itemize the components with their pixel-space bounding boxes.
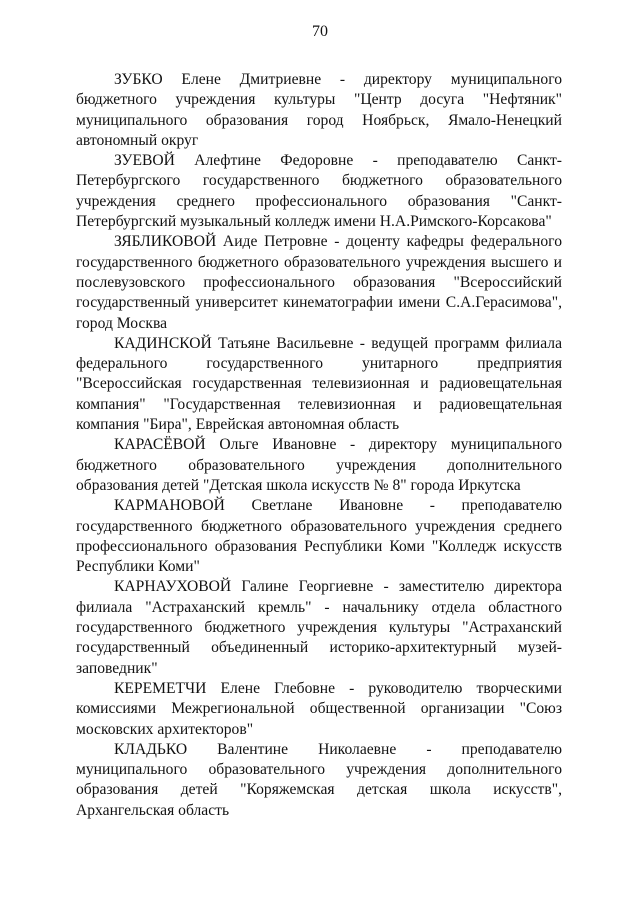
award-list [76, 70, 562, 821]
list-item: КАРНАУХОВОЙ Галине Георгиевне - заместителю директора филиала "Астраханский кремль" - начальнику отдела областного государственного бюджетного учреждения культуры "Астраханский государственный объединенный историко-архитектурный музей-заповедник" [76, 578, 562, 677]
page-number: 70 [312, 23, 328, 40]
list-item: КАДИНСКОЙ Татьяне Васильевне - ведущей программ филиала федерального государственного унитарного предприятия "Всероссийская государственная телевизионная и радиовещательная компания" "Государственная телевизионная и радиовещательная компания "Бира", Еврейская автономная область [76, 334, 562, 434]
list-item: ЗУЕВОЙ Алефтине Федоровне - преподавателю Санкт-Петербургского государственного бюджетного образовательного учреждения среднего профессионального образования "Санкт-Петербургский музыкальный колледж имени Н.А.Римского-Корсакова" [76, 152, 562, 231]
list-item: ЗУБКО Елене Дмитриевне - директору муниципального бюджетного учреждения культуры "Центр досуга "Нефтяник" муниципального образования город Ноябрьск, Ямало-Ненецкий автономный округ [76, 71, 562, 149]
list-item: КЕРЕМЕТЧИ Елене Глебовне - руководителю творческими комиссиями Межрегиональной общественной организации "Союз московских архитекторов" [76, 679, 562, 738]
list-item: КЛАДЬКО Валентине Николаевне - преподавателю муниципального образовательного учреждения дополнительного образования детей "Коряжемская детская школа искусств", Архангельская область [76, 740, 562, 819]
list-item: КАРАСЁВОЙ Ольге Ивановне - директору муниципального бюджетного образовательного учреждения дополнительного образования детей "Детская школа искусств № 8" города Иркутска [76, 436, 562, 494]
list-item: ЗЯБЛИКОВОЙ Аиде Петровне - доценту кафедры федерального государственного бюджетного образовательного учреждения высшего и послевузовского профессионального образования "Всероссийский государственный университет кинематографии имени С.А.Герасимова", город Москва [76, 233, 562, 332]
list-item: КАРМАНОВОЙ Светлане Ивановне - преподавателю государственного бюджетного образовательного учреждения среднего профессионального образования Республики Коми "Колледж искусств Республики Коми" [76, 497, 562, 576]
